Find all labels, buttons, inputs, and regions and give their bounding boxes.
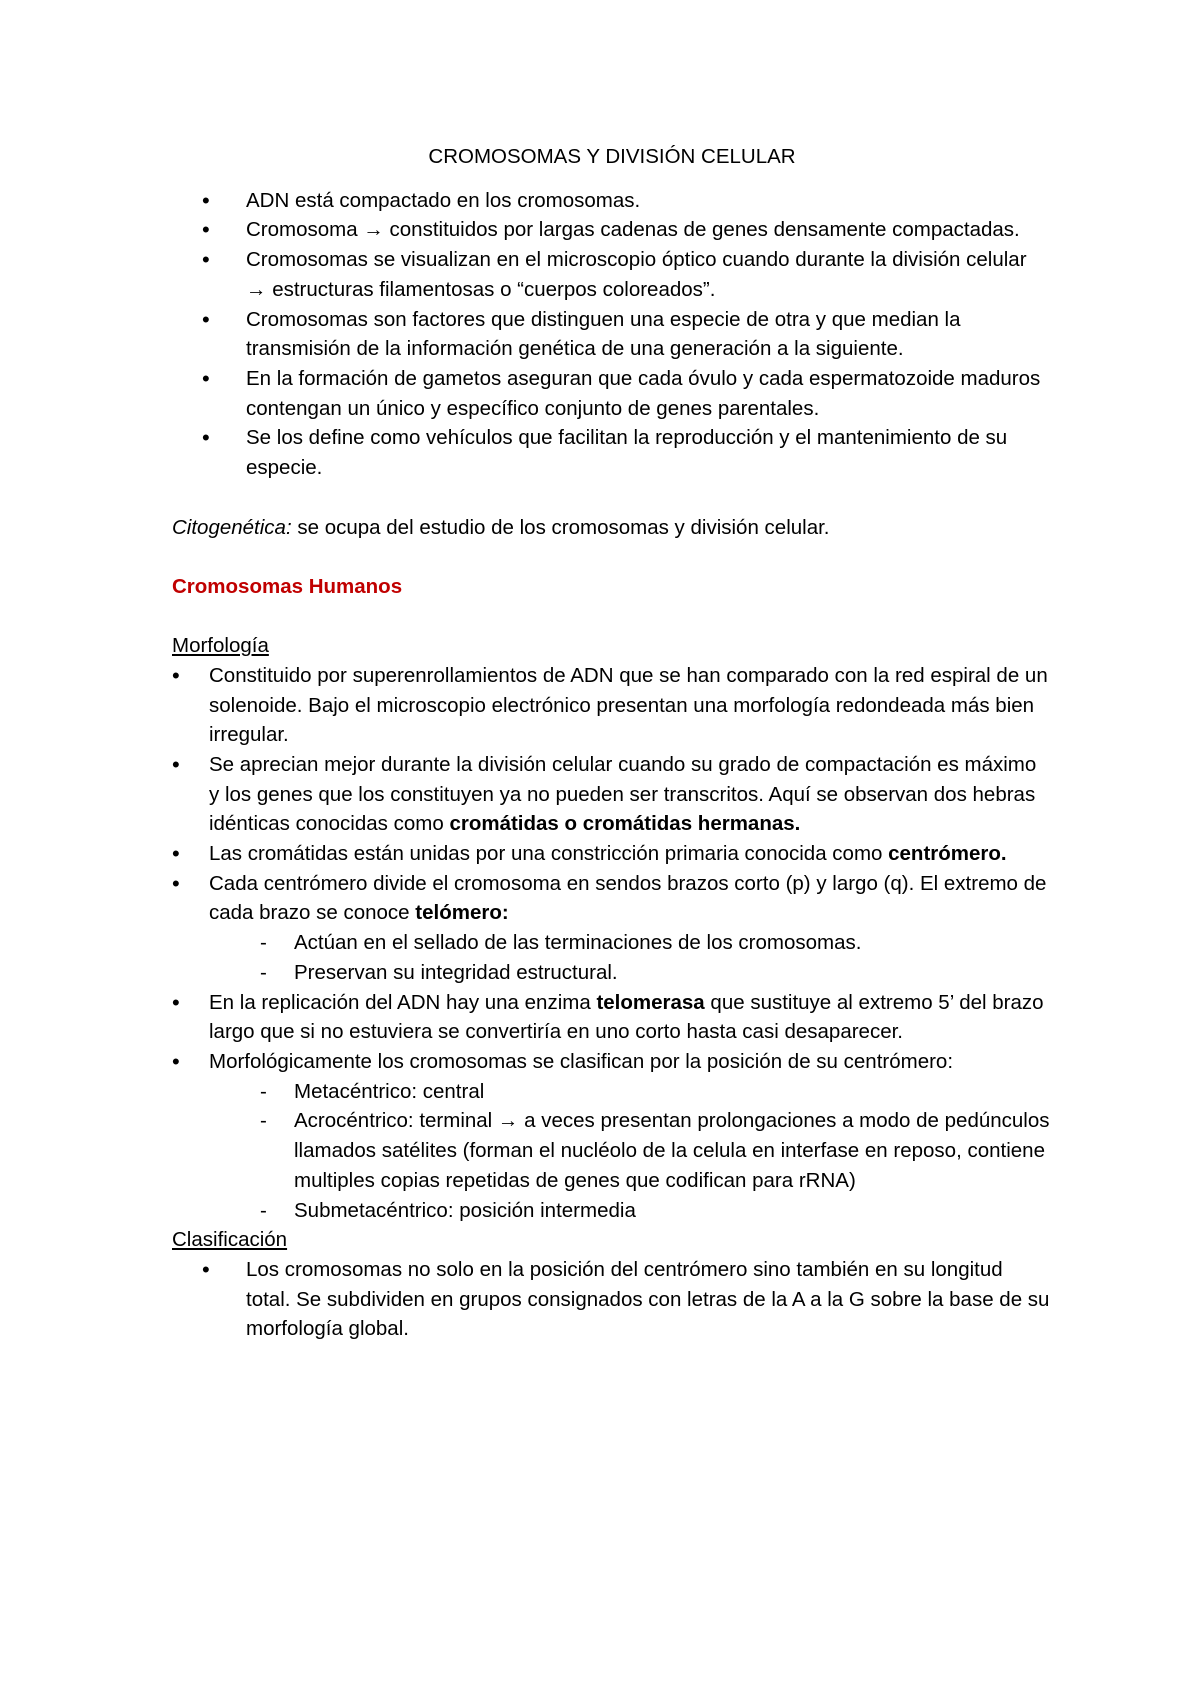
morfologia-heading: Morfología: [172, 634, 269, 658]
list-item-text: que sustituye al extremo 5’ del brazo largo que si no estuviera se convertiría en uno corto hasta casi desaparecer.: [209, 990, 1044, 1044]
list-item-bold-term: telómero:: [415, 901, 509, 925]
list-item: • Cromosomas se visualizan en el microscopio óptico cuando durante la división celular → estructuras filamentosas o “cuerpos coloreados”.: [172, 245, 1052, 304]
list-item: [172, 988, 1052, 1047]
clasificacion-heading: Clasificación: [172, 1228, 288, 1252]
list-item-text: Las cromátidas están unidas por una constricción primaria conocida como: [209, 842, 889, 866]
dash-item: - Preservan su integridad estructural.: [172, 958, 1052, 988]
list-item: • Constituido por superenrollamientos de ADN que se han comparado con la red espiral de un solenoide. Bajo el microscopio electrónico presentan una morfología redondeada más bien irregular.: [172, 661, 1052, 750]
list-item: [172, 869, 1052, 928]
list-item-bold-term: centrómero.: [888, 842, 1007, 866]
list-item: • Cromosomas son factores que distinguen una especie de otra y que median la transmisión de la información genética de una generación a la siguiente.: [172, 305, 1052, 364]
citogenetica-term: Citogenética:: [172, 515, 292, 539]
list-item: • En la formación de gametos aseguran que cada óvulo y cada espermatozoide maduros contengan un único y específico conjunto de genes parentales.: [172, 364, 1052, 423]
centromere-types-dash-list: [172, 1077, 1052, 1226]
dash-item: - Acrocéntrico: terminal → a veces presentan prolongaciones a modo de pedúnculos llamados satélites (forman el nucléolo de la celula en interfase en reposo, contiene multiples copias repetidas de genes que codifican para rRNA): [172, 1106, 1052, 1195]
list-item: • Se los define como vehículos que facilitan la reproducción y el mantenimiento de su especie.: [172, 423, 1052, 482]
telomero-dash-list: [172, 928, 1052, 987]
section-heading: Cromosomas Humanos: [172, 575, 403, 599]
list-item-bold-term: cromátidas o cromátidas hermanas.: [449, 812, 801, 836]
list-item: • Cromosoma → constituidos por largas cadenas de genes densamente compactadas.: [172, 215, 1052, 245]
list-item: • Los cromosomas no solo en la posición del centrómero sino también en su longitud total. Se subdividen en grupos consignados con letras de la A a la G sobre la base de su morfología global.: [172, 1255, 1052, 1344]
citogenetica-paragraph: [172, 513, 1052, 543]
intro-bullet-list: [172, 186, 1052, 483]
list-item-bold-term: telomerasa: [596, 990, 705, 1014]
list-item: • Morfológicamente los cromosomas se clasifican por la posición de su centrómero:: [172, 1047, 1052, 1077]
clasificacion-bullet-list: [172, 1255, 1052, 1344]
list-item: • ADN está compactado en los cromosomas.: [172, 186, 1052, 216]
list-item-text: Se aprecian mejor durante la división celular cuando su grado de compactación es máximo y los genes que los constituyen ya no pueden ser transcritos. Aquí se observan dos hebras idénticas conocidas como: [209, 752, 1037, 836]
document-content: [172, 142, 1052, 1344]
page-title: CROMOSOMAS Y DIVISIÓN CELULAR: [428, 145, 796, 168]
citogenetica-definition: se ocupa del estudio de los cromosomas y división celular.: [291, 515, 830, 539]
list-item-text: Cada centrómero divide el cromosoma en sendos brazos corto (p) y largo (q). El extremo de cada brazo se conoce: [209, 871, 1047, 925]
dash-item: - Actúan en el sellado de las terminaciones de los cromosomas.: [172, 928, 1052, 958]
list-item: [172, 839, 1052, 869]
dash-item: - Metacéntrico: central: [172, 1077, 1052, 1107]
dash-item: - Submetacéntrico: posición intermedia: [172, 1196, 1052, 1226]
list-item-text: En la replicación del ADN hay una enzima: [209, 990, 597, 1014]
list-item: [172, 750, 1052, 839]
morfologia-bullet-list: [172, 661, 1052, 928]
morfologia-bullet-list-cont: [172, 988, 1052, 1077]
